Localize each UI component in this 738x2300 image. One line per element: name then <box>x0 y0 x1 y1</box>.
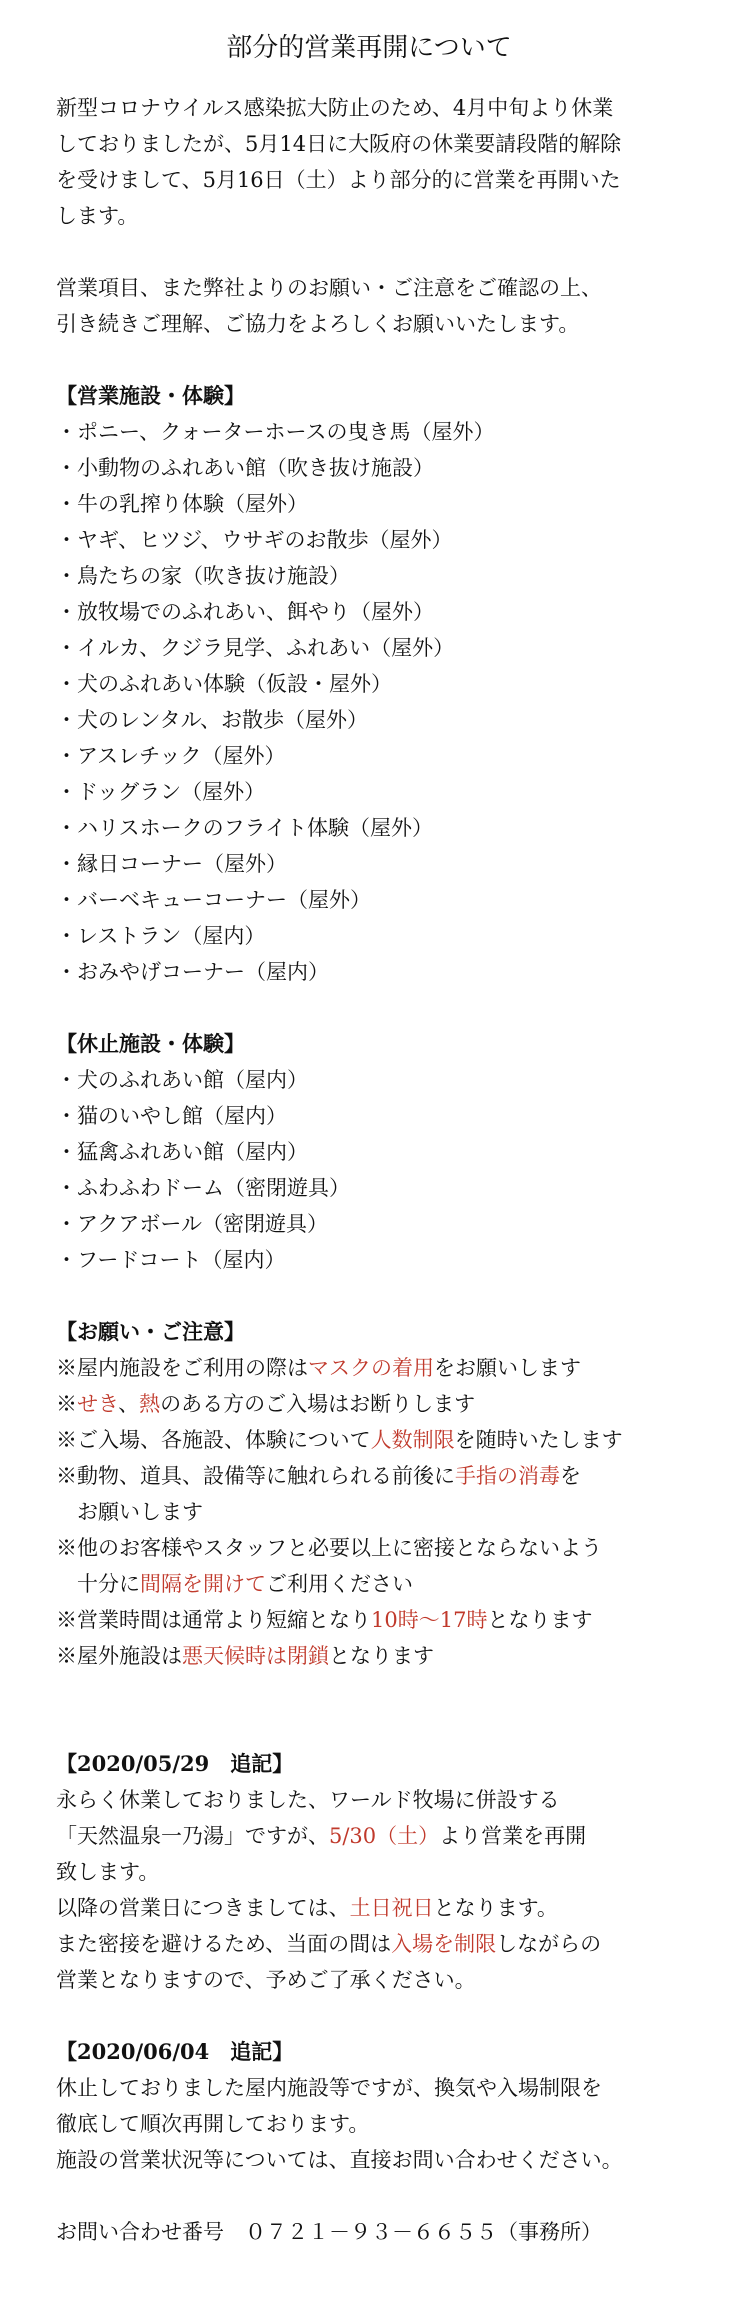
spacer <box>56 2178 718 2214</box>
open-facilities-section <box>56 378 718 990</box>
note-mask: ※屋内施設をご利用の際はマスクの着用をお願いします <box>56 1356 581 1380</box>
highlight-text: 5/30（土） <box>329 1824 440 1848</box>
spacer <box>56 1998 718 2034</box>
list-item: ・犬のふれあい体験（仮設・屋外） <box>56 672 392 696</box>
list-item: ・犬のレンタル、お散歩（屋外） <box>56 708 368 732</box>
highlight-text: 熱 <box>139 1392 161 1416</box>
list-item: ・レストラン（屋内） <box>56 924 266 948</box>
highlight-text: マスクの着用 <box>308 1356 434 1380</box>
list-item: ・フードコート（屋内） <box>56 1248 286 1272</box>
list-item: ・ドッグラン（屋外） <box>56 780 266 804</box>
highlight-text: 人数制限 <box>370 1428 455 1452</box>
update-line: 永らく休業しておりました、ワールド牧場に併設する <box>56 1788 560 1812</box>
intro-paragraph <box>56 90 718 234</box>
request-paragraph <box>56 270 718 342</box>
note-disinfect: ※動物、道具、設備等に触れられる前後に手指の消毒を <box>56 1464 581 1488</box>
list-item: ・イルカ、クジラ見学、ふれあい（屋外） <box>56 636 455 660</box>
note-capacity: ※ご入場、各施設、体験について人数制限を随時いたします <box>56 1428 623 1452</box>
list-item: ・バーベキューコーナー（屋外） <box>56 888 371 912</box>
contact-phone: お問い合わせ番号 ０７２１－９３－６６５５（事務所） <box>56 2220 602 2244</box>
closed-facilities-list <box>56 1062 718 1278</box>
update-line: 致します。 <box>56 1860 160 1884</box>
closed-facilities-section <box>56 1026 718 1278</box>
list-item: ・猛禽ふれあい館（屋内） <box>56 1140 308 1164</box>
open-facilities-heading: 【営業施設・体験】 <box>56 383 245 408</box>
intro-line: 新型コロナウイルス感染拡大防止のため、4月中旬より休業 <box>56 96 614 120</box>
list-item: ・猫のいやし館（屋内） <box>56 1104 287 1128</box>
notes-section <box>56 1314 718 1674</box>
list-item: ・アスレチック（屋外） <box>56 744 286 768</box>
highlight-text: せき <box>77 1392 119 1416</box>
list-item: ・牛の乳搾り体験（屋外） <box>56 492 308 516</box>
intro-line: しておりましたが、5月14日に大阪府の休業要請段階的解除 <box>56 132 622 156</box>
spacer <box>56 1278 718 1314</box>
spacer <box>56 234 718 270</box>
note-disinfect-cont: お願いします <box>77 1500 203 1524</box>
update-line: 「天然温泉一乃湯」ですが、5/30（土）より営業を再開 <box>56 1824 587 1848</box>
update-0604-section <box>56 2034 718 2178</box>
request-line: 引き続きご理解、ご協力をよろしくお願いいたします。 <box>56 312 580 336</box>
highlight-text: 入場を制限 <box>391 1932 497 1956</box>
note-weather: ※屋外施設は悪天候時は閉鎖となります <box>56 1644 434 1668</box>
update-line: 営業となりますので、予めご了承ください。 <box>56 1968 476 1992</box>
list-item: ・放牧場でのふれあい、餌やり（屋外） <box>56 600 434 624</box>
list-item: ・ポニー、クォーターホースの曳き馬（屋外） <box>56 420 495 444</box>
highlight-text: 悪天候時は閉鎖 <box>182 1644 329 1668</box>
list-item: ・ふわふわドーム（密閉遊具） <box>56 1176 350 1200</box>
spacer <box>56 990 718 1026</box>
note-symptoms: ※せき、熱のある方のご入場はお断りします <box>56 1392 476 1416</box>
highlight-text: 間隔を開けて <box>140 1572 266 1596</box>
update-line: 施設の営業状況等については、直接お問い合わせください。 <box>56 2148 623 2172</box>
list-item: ・犬のふれあい館（屋内） <box>56 1068 308 1092</box>
list-item: ・鳥たちの家（吹き抜け施設） <box>56 564 350 588</box>
update-0604-heading: 【2020/06/04 追記】 <box>56 2039 294 2064</box>
highlight-text: 手指の消毒 <box>455 1464 560 1488</box>
update-line: 徹底して順次再開しております。 <box>56 2112 370 2136</box>
request-line: 営業項目、また弊社よりのお願い・ご注意をご確認の上、 <box>56 276 602 300</box>
update-0529-section <box>56 1746 718 1998</box>
list-item: ・ヤギ、ヒツジ、ウサギのお散歩（屋外） <box>56 528 453 552</box>
note-distance: ※他のお客様やスタッフと必要以上に密接とならないよう <box>56 1536 602 1560</box>
spacer <box>56 1674 718 1746</box>
intro-line: します。 <box>56 204 139 228</box>
list-item: ・アクアボール（密閉遊具） <box>56 1212 328 1236</box>
open-facilities-list <box>56 414 718 990</box>
list-item: ・ハリスホークのフライト体験（屋外） <box>56 816 433 840</box>
update-0529-heading: 【2020/05/29 追記】 <box>56 1751 294 1776</box>
list-item: ・小動物のふれあい館（吹き抜け施設） <box>56 456 434 480</box>
update-line: 休止しておりました屋内施設等ですが、換気や入場制限を <box>56 2076 602 2100</box>
page-title: 部分的営業再開について <box>226 33 512 63</box>
closed-facilities-heading: 【休止施設・体験】 <box>56 1031 245 1056</box>
notes-heading: 【お願い・ご注意】 <box>56 1319 245 1344</box>
highlight-text: 10時～17時 <box>371 1608 488 1632</box>
update-line: 以降の営業日につきましては、土日祝日となります。 <box>56 1896 558 1920</box>
list-item: ・縁日コーナー（屋外） <box>56 852 287 876</box>
intro-line: を受けまして、5月16日（土）より部分的に営業を再開いた <box>56 168 621 192</box>
note-distance-cont: 十分に間隔を開けてご利用ください <box>77 1572 413 1596</box>
spacer <box>56 342 718 378</box>
note-hours: ※営業時間は通常より短縮となり10時～17時となります <box>56 1608 593 1632</box>
highlight-text: 土日祝日 <box>349 1896 434 1920</box>
update-line: また密接を避けるため、当面の間は入場を制限しながらの <box>56 1932 602 1956</box>
list-item: ・おみやげコーナー（屋内） <box>56 960 329 984</box>
